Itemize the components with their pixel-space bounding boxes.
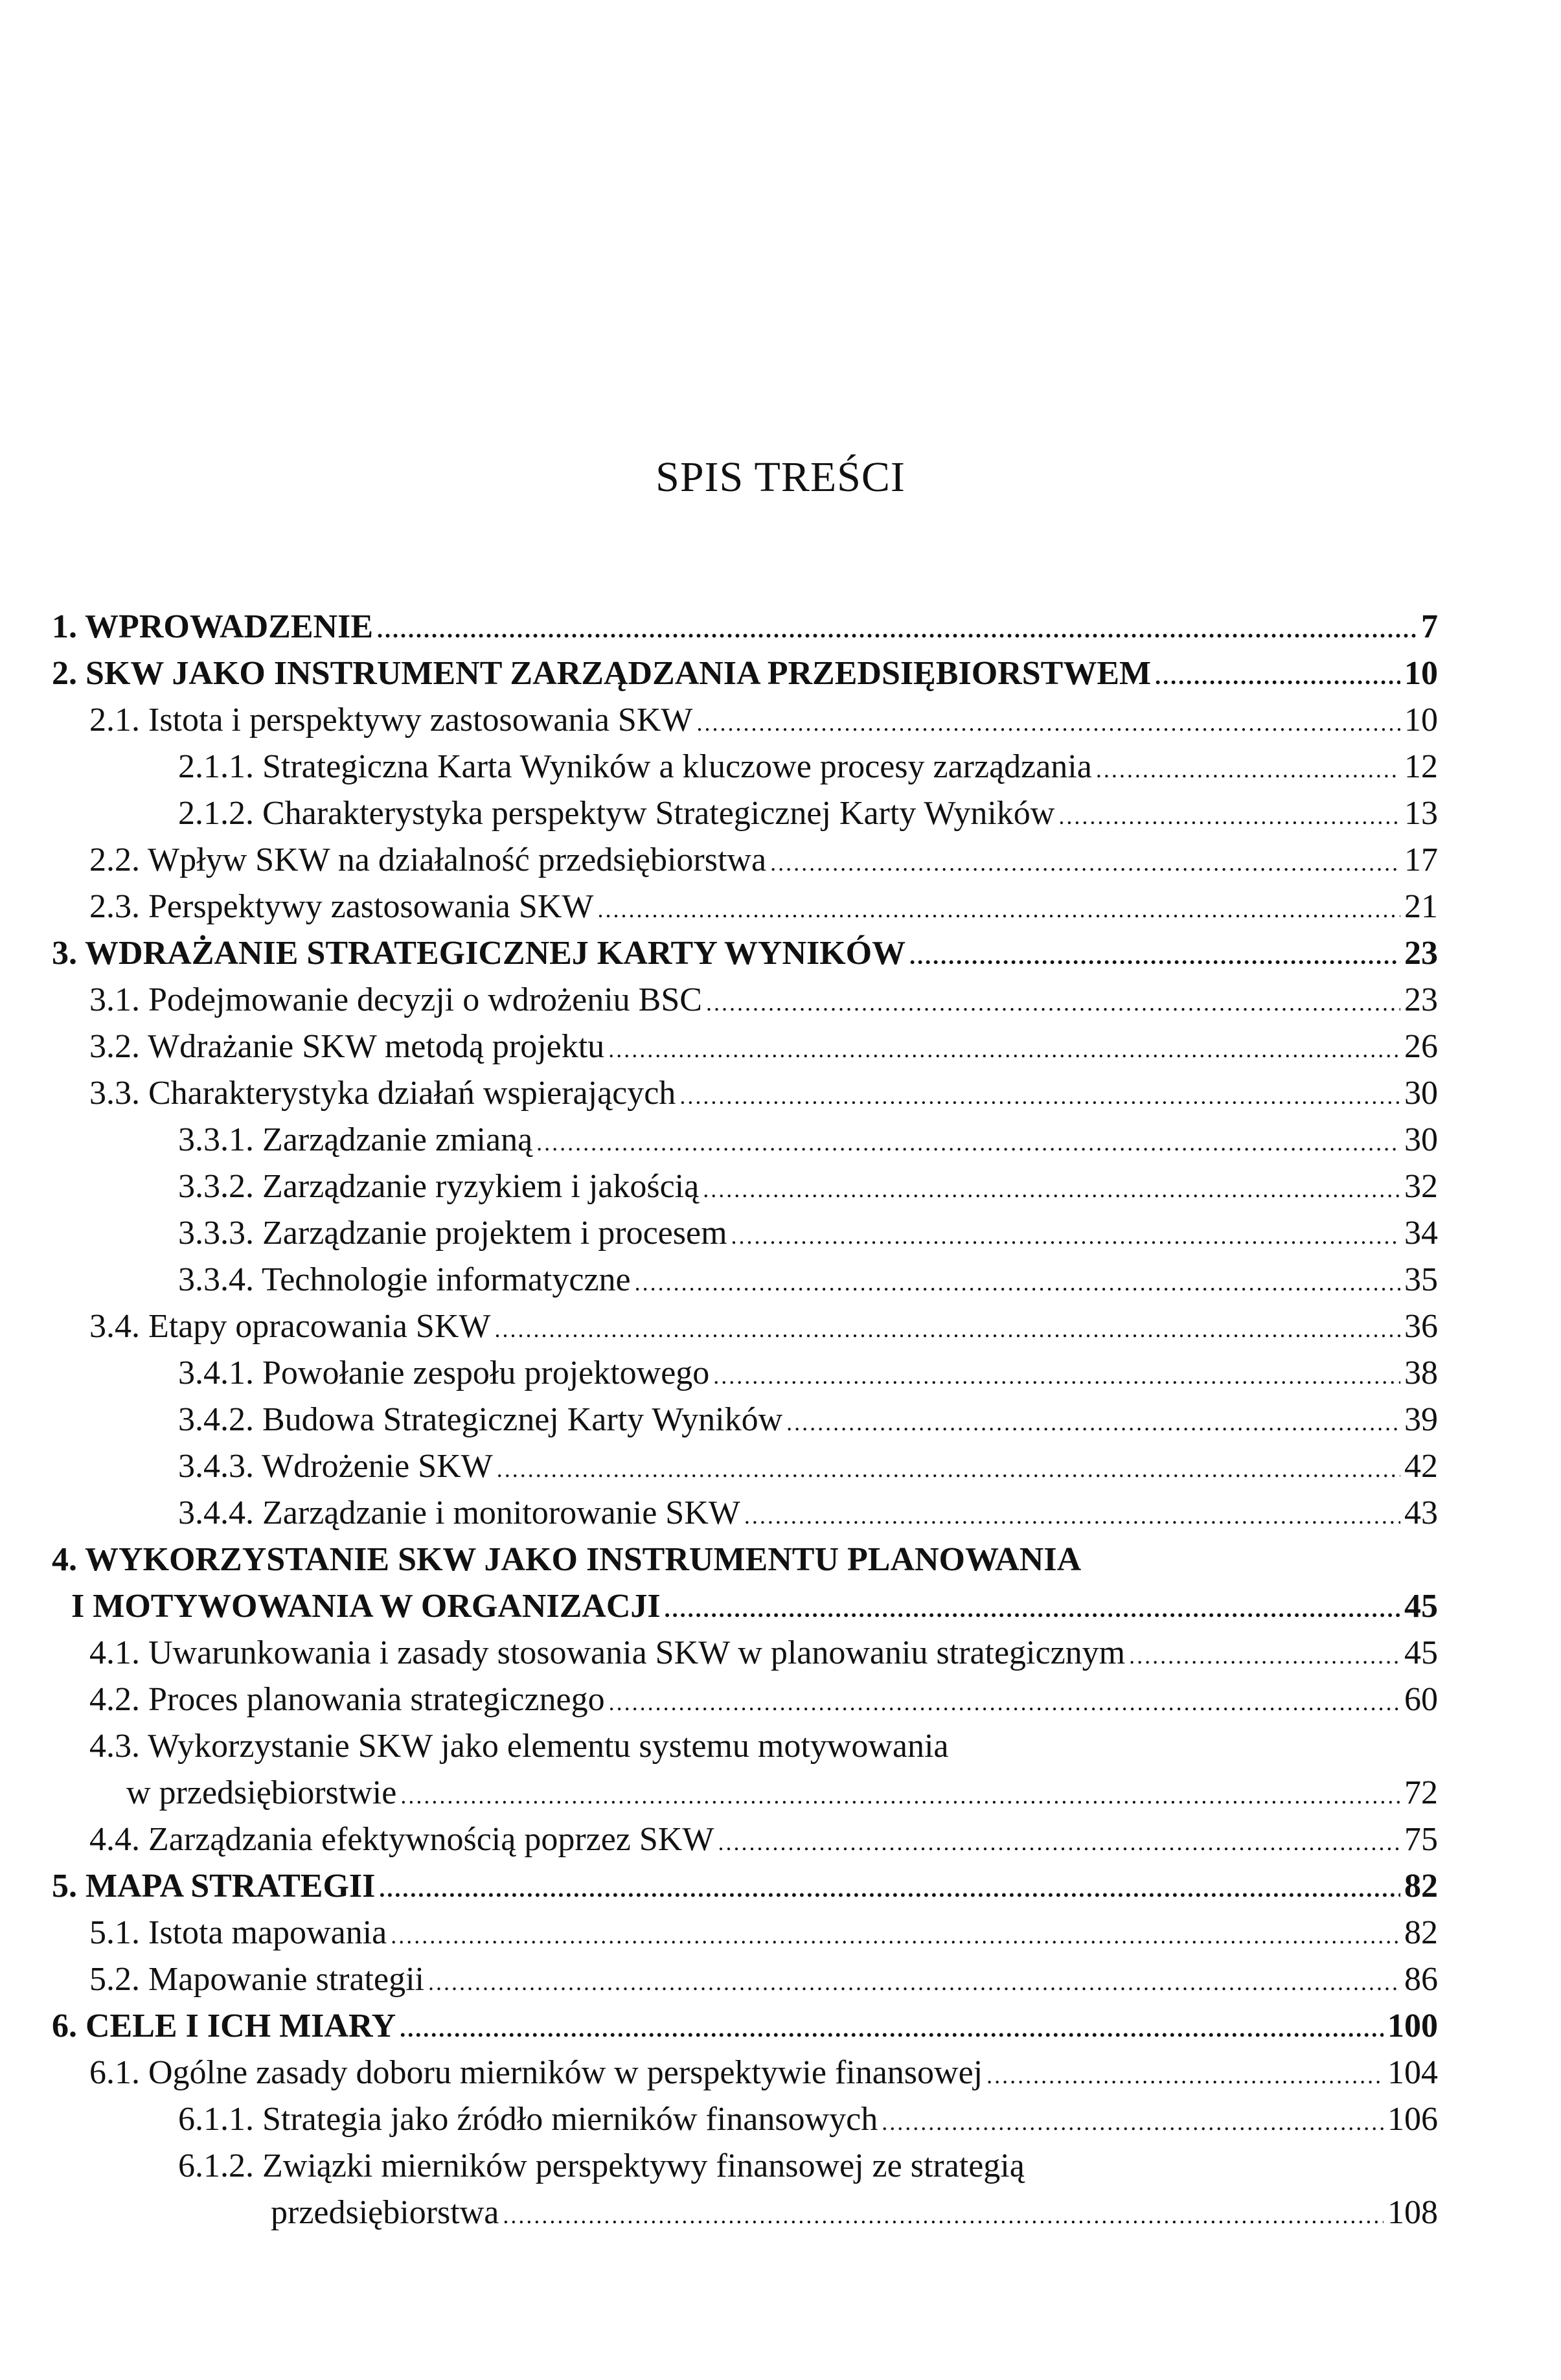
leader-dots [597, 886, 1400, 933]
toc-entry [0, 1816, 1561, 1863]
toc-entry-page: 17 [1404, 841, 1438, 878]
leader-dots [770, 840, 1400, 886]
leader-dots [400, 2006, 1384, 2052]
toc-entry [0, 1350, 1561, 1397]
toc-entry-label: 3.3.4. Technologie informatyczne [178, 1261, 631, 1298]
leader-dots [377, 606, 1417, 653]
leader-dots [391, 1912, 1400, 1959]
toc-entry-page: 82 [1404, 1868, 1438, 1905]
toc-entry-label: 2. SKW JAKO INSTRUMENT ZARZĄDZANIA PRZEDSIĘBIORSTWEM [52, 655, 1152, 692]
toc-entry [0, 744, 1561, 790]
page-title: SPIS TREŚCI [655, 453, 906, 501]
toc-entry-page: 100 [1387, 2008, 1438, 2044]
leader-dots [400, 1772, 1400, 1819]
leader-dots [503, 2192, 1384, 2239]
toc-entry-label: 5. MAPA STRATEGII [52, 1868, 376, 1905]
leader-dots [1155, 653, 1400, 700]
toc-entry-label: 3.1. Podejmowanie decyzji o wdrożeniu BSC [89, 981, 702, 1018]
toc-entry [0, 1583, 1561, 1630]
toc-entry-page: 45 [1404, 1588, 1438, 1625]
toc-entry-page: 34 [1404, 1215, 1438, 1252]
toc-entry [0, 1490, 1561, 1537]
toc-entry-label-line1: 6.1.2. Związki mierników perspektywy finansowej ze strategią [178, 2147, 1025, 2184]
toc-entry-label: 3.4.2. Budowa Strategicznej Karty Wyników [178, 1401, 783, 1438]
toc-entry [0, 790, 1561, 837]
toc-entry [0, 884, 1561, 930]
leader-dots [713, 1353, 1400, 1399]
toc-entry-label: 2.2. Wpływ SKW na działalność przedsiębiorstwa [89, 841, 767, 878]
toc-entry [0, 1863, 1561, 1910]
toc-entry-page: 42 [1404, 1448, 1438, 1485]
toc-entry-label: 6.1. Ogólne zasady doboru mierników w perspektywie finansowej [89, 2054, 983, 2091]
toc-entry-label: 2.1. Istota i perspektywy zastosowania SKW [89, 702, 693, 738]
leader-dots [731, 1213, 1400, 1259]
toc-entry-page: 36 [1404, 1308, 1438, 1345]
leader-dots [1129, 1632, 1400, 1679]
toc-entry-label: 3.3.2. Zarządzanie ryzykiem i jakością [178, 1168, 700, 1205]
leader-dots [706, 979, 1400, 1026]
toc-entry-label: 5.1. Istota mapowania [89, 1914, 387, 1951]
leader-dots [609, 1679, 1400, 1726]
leader-dots [703, 1166, 1400, 1213]
toc-entry-page: 43 [1404, 1494, 1438, 1531]
toc-entry-page: 35 [1404, 1261, 1438, 1298]
toc-entry [0, 837, 1561, 884]
toc-entry [0, 2190, 1561, 2236]
leader-dots [536, 1119, 1400, 1166]
toc-entry-page: 104 [1387, 2054, 1438, 2091]
toc-entry-page: 75 [1404, 1821, 1438, 1858]
leader-dots [744, 1493, 1400, 1539]
toc-entry-page: 60 [1404, 1681, 1438, 1718]
toc-entry-page: 10 [1404, 655, 1438, 692]
toc-entry-label: 2.1.2. Charakterystyka perspektyw Strategicznej Karty Wyników [178, 795, 1055, 832]
toc-entry-label: 3.4.4. Zarządzanie i monitorowanie SKW [178, 1494, 740, 1531]
toc-entry-label: 4.1. Uwarunkowania i zasady stosowania SKW w planowaniu strategicznym [89, 1634, 1126, 1671]
toc-entry [0, 1257, 1561, 1303]
toc-entry-page: 23 [1404, 981, 1438, 1018]
toc-entry-label: 3. WDRAŻANIE STRATEGICZNEJ KARTY WYNIKÓW [52, 935, 906, 972]
leader-dots [497, 1446, 1400, 1493]
leader-dots [635, 1259, 1400, 1306]
toc-entry-page: 72 [1404, 1774, 1438, 1811]
toc-entry [0, 1397, 1561, 1443]
toc-entry-label: I MOTYWOWANIA W ORGANIZACJI [71, 1588, 661, 1625]
toc-entry-page: 12 [1404, 748, 1438, 785]
toc-entry-label-line1: 4.3. Wykorzystanie SKW jako elementu systemu motywowania [89, 1728, 949, 1765]
toc-entry [0, 2096, 1561, 2143]
leader-dots [494, 1306, 1400, 1353]
toc-entry [0, 1210, 1561, 1257]
toc-entry-label: 3.4.3. Wdrożenie SKW [178, 1448, 493, 1485]
toc-entry [0, 1163, 1561, 1210]
toc-entry [0, 977, 1561, 1024]
toc-entry [0, 697, 1561, 744]
toc-entry [0, 604, 1561, 650]
leader-dots [909, 933, 1400, 979]
toc-entry-label: 4.2. Proces planowania strategicznego [89, 1681, 605, 1718]
toc-entry-label: 3.3.1. Zarządzanie zmianą [178, 1121, 533, 1158]
toc-entry-page: 106 [1387, 2101, 1438, 2138]
leader-dots [986, 2052, 1384, 2099]
toc-entry-page: 13 [1404, 795, 1438, 832]
toc-entry-label-line1: 4. WYKORZYSTANIE SKW JAKO INSTRUMENTU PLANOWANIA [52, 1541, 1082, 1578]
leader-dots [428, 1959, 1400, 2006]
toc-entry [0, 1070, 1561, 1117]
toc-entry [0, 1443, 1561, 1490]
toc-entry-label: 3.3.3. Zarządzanie projektem i procesem [178, 1215, 727, 1252]
toc-entry-page: 108 [1387, 2194, 1438, 2231]
leader-dots [379, 1866, 1400, 1912]
toc-entry [0, 1117, 1561, 1163]
toc-entry [0, 650, 1561, 697]
leader-dots [786, 1399, 1400, 1446]
toc-entry-page: 38 [1404, 1355, 1438, 1391]
toc-entry [0, 1770, 1561, 1816]
toc-entry [0, 1676, 1561, 1723]
toc-entry-page: 21 [1404, 888, 1438, 925]
toc-entry [0, 1910, 1561, 1956]
toc-entry-label: 2.3. Perspektywy zastosowania SKW [89, 888, 594, 925]
toc-entry-page: 7 [1421, 608, 1438, 645]
leader-dots [718, 1819, 1400, 1866]
leader-dots [1058, 793, 1400, 840]
toc-entry-label: przedsiębiorstwa [271, 2194, 499, 2231]
toc-entry-page: 23 [1404, 935, 1438, 972]
toc-entry-label: 6. CELE I ICH MIARY [52, 2008, 396, 2044]
toc-entry-page: 26 [1404, 1028, 1438, 1065]
leader-dots [696, 700, 1400, 746]
toc-entry [0, 1024, 1561, 1070]
toc-entry [0, 1630, 1561, 1676]
toc-entry [0, 2050, 1561, 2096]
toc-entry-label: 3.4.1. Powołanie zespołu projektowego [178, 1355, 710, 1391]
leader-dots [679, 1073, 1400, 1119]
toc-entry-page: 30 [1404, 1075, 1438, 1112]
toc-entry [0, 930, 1561, 977]
toc-entry-page: 30 [1404, 1121, 1438, 1158]
toc-entry-label: 3.3. Charakterystyka działań wspierających [89, 1075, 676, 1112]
toc-entry [0, 2003, 1561, 2050]
toc-entry-label: 6.1.1. Strategia jako źródło mierników finansowych [178, 2101, 878, 2138]
toc-entry-label: 1. WPROWADZENIE [52, 608, 374, 645]
toc-entry-page: 45 [1404, 1634, 1438, 1671]
toc-entry-label: 4.4. Zarządzania efektywnością poprzez SKW [89, 1821, 714, 1858]
toc-entry-label: 3.2. Wdrażanie SKW metodą projektu [89, 1028, 605, 1065]
leader-dots [1096, 746, 1400, 793]
toc-entry-page: 10 [1404, 702, 1438, 738]
toc-entry-page: 86 [1404, 1961, 1438, 1998]
toc-entry-label: 3.4. Etapy opracowania SKW [89, 1308, 491, 1345]
toc-entry-page: 39 [1404, 1401, 1438, 1438]
leader-dots [882, 2099, 1384, 2145]
toc-entry-label: w przedsiębiorstwie [126, 1774, 397, 1811]
toc-entry-page: 82 [1404, 1914, 1438, 1951]
toc-entry-label: 2.1.1. Strategiczna Karta Wyników a kluczowe procesy zarządzania [178, 748, 1092, 785]
toc-entry [0, 1956, 1561, 2003]
toc-entry-label: 5.2. Mapowanie strategii [89, 1961, 424, 1998]
leader-dots [665, 1586, 1400, 1632]
toc-entry-page: 32 [1404, 1168, 1438, 1205]
toc-entry [0, 1303, 1561, 1350]
leader-dots [608, 1026, 1400, 1073]
